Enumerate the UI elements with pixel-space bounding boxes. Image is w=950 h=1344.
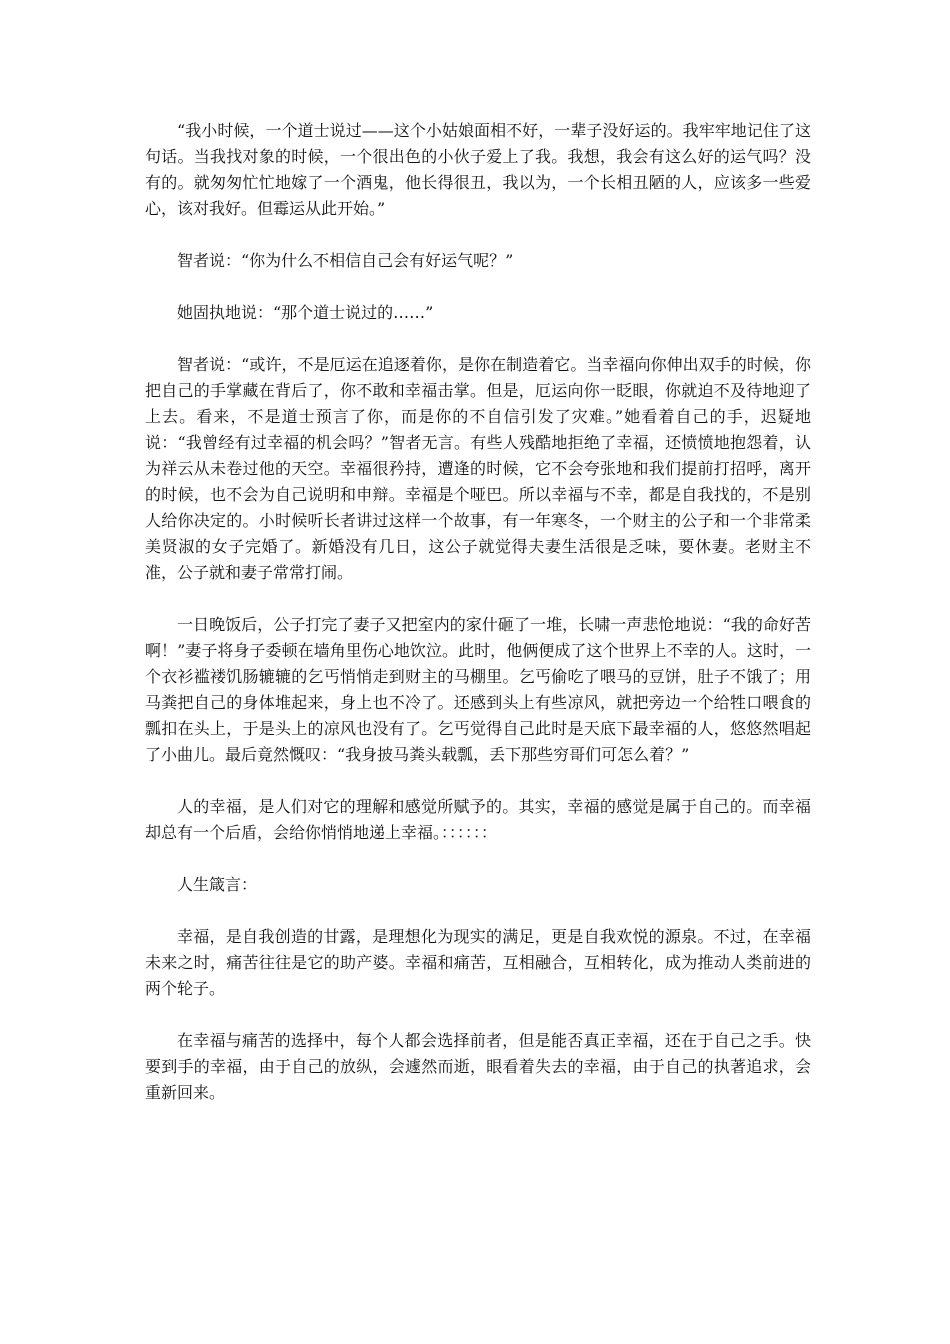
document-page — [145, 118, 811, 1132]
paragraph-wise-man-question: 智者说：“你为什么不相信自己会有好运气呢？” — [177, 251, 514, 270]
paragraph-childhood-story: “我小时候，一个道士说过——这个小姑娘面相不好，一辈子没好运的。我牢牢地记住了这句话。当我找对象的时候，一个很出色的小伙子爱上了我。我想，我会有这么好的运气吗？没有的。就匆匆忙忙地嫁了一个酒鬼，他长得很丑，我以为，一个长相丑陋的人，应该多一些爱心，该对我好。但霉运从此开始。” — [145, 121, 811, 218]
paragraph-beggar-story: 一日晚饭后，公子打完了妻子又把室内的家什砸了一堆，长啸一声悲怆地说：“我的命好苦啊！”妻子将身子委顿在墙角里伤心地饮泣。此时，他俩便成了这个世界上不幸的人。这时，一个衣衫褴褛饥肠辘辘的乞丐悄悄走到财主的马棚里。乞丐偷吃了喂马的豆饼，肚子不饿了；用马粪把自己的身体堆起来，身上也不冷了。还感到头上有些凉风，就把旁边一个给牲口喂食的瓢扣在头上，于是头上的凉风也没有了。乞丐觉得自己此时是天底下最幸福的人，悠悠然唱起了小曲儿。最后竟然慨叹：“我身披马粪头载瓢，丢下那些穷哥们可怎么着？” — [145, 615, 811, 764]
paragraph-happiness-and-pain: 幸福，是自我创造的甘露，是理想化为现实的满足，更是自我欢悦的源泉。不过，在幸福未来之时，痛苦往往是它的助产婆。幸福和痛苦，互相融合，互相转化，成为推动人类前进的两个轮子。 — [145, 927, 811, 998]
paragraph-choice: 在幸福与痛苦的选择中，每个人都会选择前者，但是能否真正幸福，还在于自己之手。快要到手的幸福，由于自己的放纵，会遽然而逝，眼看着失去的幸福，由于自己的执著追求，会重新回来。 — [145, 1031, 811, 1102]
paragraph-happiness-meaning: 人的幸福，是人们对它的理解和感觉所赋予的。其实，幸福的感觉是属于自己的。而幸福却总有一个后盾，会给你悄悄地递上幸福。：：：：：： — [145, 797, 811, 842]
paragraph-her-reply: 她固执地说：“那个道士说过的……” — [177, 303, 434, 322]
paragraph-life-motto-heading: 人生箴言： — [177, 875, 258, 894]
paragraph-wise-man-answer: 智者说：“或许，不是厄运在追逐着你，是你在制造着它。当幸福向你伸出双手的时候，你把自己的手掌藏在背后了，你不敢和幸福击掌。但是，厄运向你一眨眼，你就迫不及待地迎了上去。看来，不是道士预言了你，而是你的不自信引发了灾难。”她看着自己的手，迟疑地说：“我曾经有过幸福的机会吗？”智者无言。有些人残酷地拒绝了幸福，还愤愤地抱怨着，认为祥云从未卷过他的天空。幸福很矜持，遭逢的时候，它不会夸张地和我们提前打招呼，离开的时候，也不会为自己说明和申辩。幸福是个哑巴。所以幸福与不幸，都是自我找的，不是别人给你决定的。小时候听长者讲过这样一个故事，有一年寒冬，一个财主的公子和一个非常柔美贤淑的女子完婚了。新婚没有几日，这公子就觉得夫妻生活很是乏味，要休妻。老财主不准，公子就和妻子常常打闹。 — [145, 355, 811, 582]
